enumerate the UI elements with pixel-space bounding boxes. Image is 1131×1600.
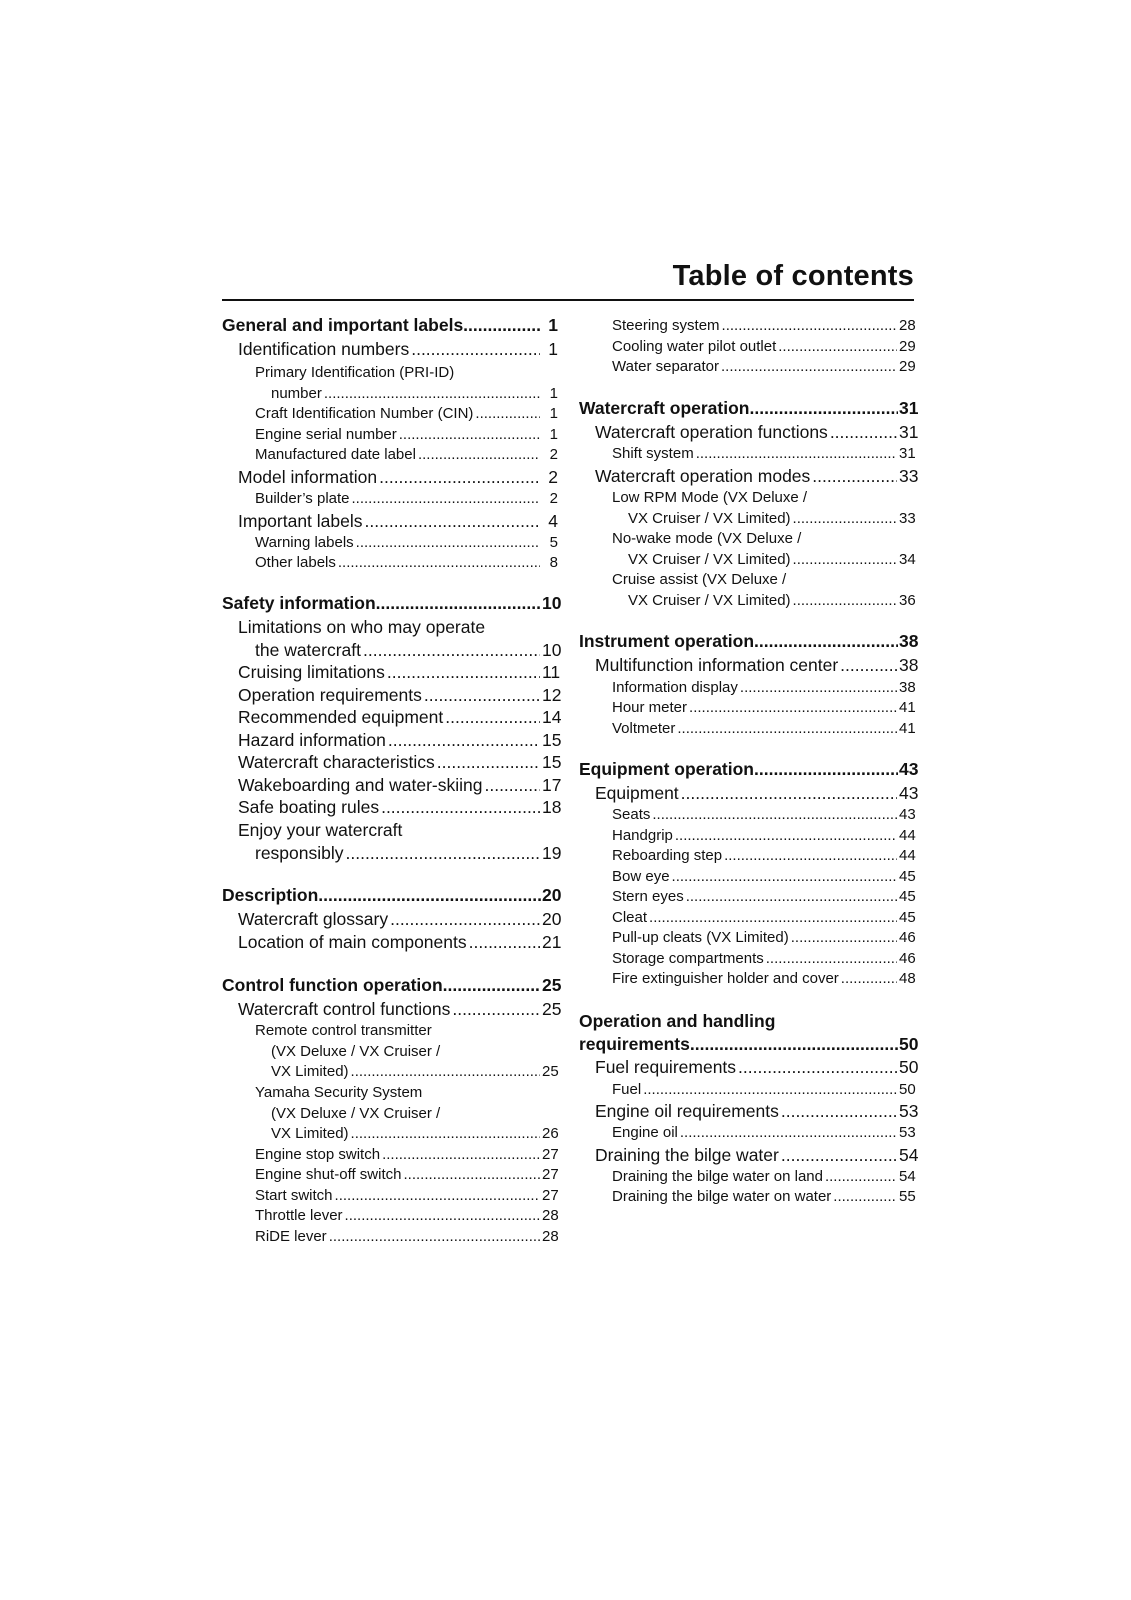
toc-entry-page: 48 [899,970,916,987]
dot-leader [781,1101,897,1122]
toc-entry-page: 38 [899,679,916,696]
dot-leader [754,759,898,780]
toc-entry-title: Cruising limitations [238,662,385,682]
page-title: Table of contents [672,260,914,292]
toc-entry-page: 31 [899,445,916,462]
toc-entry[interactable] [579,398,919,419]
dot-leader [418,446,540,463]
toc-entry-title: VX Cruiser / VX Limited) [628,510,791,527]
dot-leader [352,490,540,507]
toc-entry-page: 36 [899,592,916,609]
dot-leader [437,752,540,773]
toc-entry-title: Fuel requirements [595,1057,737,1077]
toc-entry[interactable] [222,405,558,422]
toc-entry[interactable] [579,929,915,946]
toc-entry-page: 45 [899,868,916,885]
dot-leader [643,1081,897,1098]
toc-entry[interactable] [579,317,915,334]
toc-entry-title: Manufactured date label [255,446,416,463]
dot-leader [365,511,540,532]
toc-entry-title: General and important labels [222,315,464,335]
dot-leader [388,730,540,751]
toc-entry-title: Stern eyes [612,888,684,905]
toc-entry-title: Engine shut-off switch [255,1166,402,1183]
toc-entry[interactable] [579,909,915,926]
toc-entry-title: Builder’s plate [255,490,350,507]
toc-entry[interactable] [222,662,561,683]
toc-entry-page: 11 [542,662,561,682]
toc-entry-page: 44 [899,847,916,864]
toc-entry[interactable] [579,1034,919,1055]
toc-entry-title: Draining the bilge water [595,1145,779,1165]
toc-entry[interactable] [579,1124,915,1141]
toc-entry-page: 8 [549,554,558,571]
toc-entry[interactable] [222,1063,558,1080]
toc-entry-page: 43 [899,806,916,823]
dot-leader [382,1146,540,1163]
toc-entry-title: Hour meter [612,699,688,716]
toc-entry[interactable] [579,1081,915,1098]
toc-entry-page: 29 [899,338,916,355]
dot-leader [469,932,540,953]
dot-leader [766,950,897,967]
toc-entry-page: 15 [542,752,562,772]
dot-leader [387,662,540,683]
dot-leader [445,707,540,728]
toc-entry-title: Reboarding step [612,847,723,864]
dot-leader [778,338,897,355]
toc-entry[interactable] [222,554,558,571]
toc-entry[interactable] [579,1057,919,1078]
toc-entry-title: Seats [612,806,651,823]
toc-entry-title: Cooling water pilot outlet [612,338,777,355]
toc-entry[interactable] [579,445,915,462]
toc-entry[interactable] [222,385,558,402]
toc-entry-page: 54 [899,1168,916,1185]
toc-entry-title: Instrument operation [579,631,755,651]
dot-leader [335,1187,540,1204]
toc-entry-page: 33 [899,510,916,527]
toc-entry[interactable] [222,707,562,728]
toc-entry-text: (VX Deluxe / VX Cruiser / [271,1043,441,1060]
toc-entry-page: 31 [899,422,919,442]
toc-entry-page: 43 [899,783,919,803]
toc-entry-page: 45 [899,888,916,905]
toc-entry-title: Location of main components [238,932,467,952]
toc-entry-page: 21 [542,932,562,952]
toc-entry-title: Identification numbers [238,339,410,359]
toc-entry-text: Primary Identification (PRI-ID) [255,364,455,381]
toc-entry[interactable] [222,1207,558,1224]
toc-entry[interactable] [222,426,558,443]
toc-entry-page: 18 [542,797,562,817]
toc-entry-page: 25 [542,1063,559,1080]
dot-leader [830,422,897,443]
toc-entry[interactable] [222,975,562,996]
toc-entry[interactable] [222,1146,558,1163]
dot-leader [649,909,897,926]
toc-entry[interactable] [579,699,915,716]
toc-entry-title: Safety information [222,593,376,613]
toc-entry-title: Steering system [612,317,720,334]
toc-entry[interactable] [222,446,558,463]
toc-entry-page: 2 [549,446,558,463]
toc-entry[interactable] [222,752,562,773]
toc-entry-page: 1 [549,426,558,443]
dot-leader [443,975,541,996]
dot-leader [675,827,897,844]
toc-entry-title: Water separator [612,358,719,375]
toc-entry[interactable] [579,422,919,443]
toc-entry-title: Throttle lever [255,1207,343,1224]
toc-entry-title: Voltmeter [612,720,676,737]
dot-leader [672,868,897,885]
toc-entry-text: Operation and handling [579,1011,776,1031]
dot-leader [379,467,540,488]
dot-leader [793,510,897,527]
toc-entry-page: 38 [899,655,919,675]
toc-entry-title: Bow eye [612,868,670,885]
toc-entry-page: 41 [899,720,916,737]
dot-leader [841,970,897,987]
toc-entry-page: 25 [542,975,562,995]
toc-entry-title: Craft Identification Number (CIN) [255,405,474,422]
dot-leader [463,315,541,336]
toc-entry-title: Description [222,885,319,905]
toc-entry-page: 1 [549,385,558,402]
toc-entry[interactable] [222,315,558,336]
toc-entry-title: Handgrip [612,827,673,844]
toc-entry[interactable] [579,338,915,355]
toc-entry-title: the watercraft [255,640,362,660]
toc-entry-page: 15 [542,730,562,750]
dot-leader [376,593,541,614]
toc-entry-page: 38 [899,631,919,651]
toc-entry-page: 19 [542,843,562,863]
toc-entry-page: 2 [548,467,558,487]
toc-entry-title: VX Limited) [271,1063,349,1080]
toc-entry-title: Fuel [612,1081,642,1098]
toc-entry[interactable] [222,999,562,1020]
dot-leader [690,1034,898,1055]
toc-entry-page: 54 [899,1145,919,1165]
toc-entry-title: Other labels [255,554,336,571]
toc-entry-page: 50 [899,1081,916,1098]
toc-entry-text: Cruise assist (VX Deluxe / [612,571,787,588]
dot-leader [781,1145,897,1166]
toc-entry[interactable] [579,868,915,885]
dot-leader [677,720,897,737]
dot-leader [484,775,540,796]
toc-entry-title: Recommended equipment [238,707,444,727]
toc-entry-page: 45 [899,909,916,926]
toc-entry-title: Watercraft operation [579,398,750,418]
toc-entry-page: 4 [548,511,558,531]
toc-entry-page: 53 [899,1101,919,1121]
toc-entry-page: 44 [899,827,916,844]
toc-entry[interactable] [579,358,915,375]
toc-entry-title: Information display [612,679,738,696]
toc-entry-text: Remote control transmitter [255,1022,432,1039]
dot-leader [686,888,897,905]
toc-entry[interactable] [579,950,915,967]
toc-entry[interactable] [222,1166,558,1183]
dot-leader [329,1228,540,1245]
toc-entry-title: Shift system [612,445,694,462]
toc-entry[interactable] [222,511,558,532]
toc-entry[interactable] [222,339,558,360]
dot-leader [812,466,897,487]
toc-entry-title: Watercraft operation modes [595,466,811,486]
toc-entry-text: No-wake mode (VX Deluxe / [612,530,802,547]
toc-entry-page: 33 [899,466,919,486]
dot-leader [793,592,897,609]
toc-entry-page: 41 [899,699,916,716]
toc-entry[interactable] [222,885,562,906]
dot-leader [722,317,897,334]
dot-leader [724,847,897,864]
toc-entry-page: 10 [542,593,562,613]
dot-leader [721,358,897,375]
toc-entry-title: Draining the bilge water on water [612,1188,832,1205]
toc-entry-text: Low RPM Mode (VX Deluxe / [612,489,808,506]
toc-entry-page: 46 [899,950,916,967]
toc-entry[interactable] [579,592,915,609]
toc-entry-title: Operation requirements [238,685,422,705]
toc-entry-title: Wakeboarding and water-skiing [238,775,483,795]
toc-entry-title: Equipment operation [579,759,754,779]
toc-entry[interactable] [222,775,562,796]
toc-entry[interactable] [222,640,562,661]
toc-entry-page: 28 [542,1207,559,1224]
dot-leader [424,685,540,706]
dot-leader [689,699,897,716]
toc-entry-text: Limitations on who may operate [238,617,486,637]
toc-entry-page: 12 [542,685,562,705]
toc-entry-page: 27 [542,1166,559,1183]
toc-entry[interactable] [579,827,915,844]
toc-entry-title: Equipment [595,783,679,803]
toc-entry[interactable] [222,932,562,953]
toc-entry-page: 20 [542,909,562,929]
toc-entry-title: Warning labels [255,534,354,551]
toc-entry-page: 27 [542,1187,559,1204]
toc-entry-page: 2 [549,490,558,507]
toc-entry-page: 17 [542,775,562,795]
toc-entry[interactable] [579,510,915,527]
toc-entry-title: Storage compartments [612,950,764,967]
toc-entry-title: RiDE lever [255,1228,327,1245]
toc-entry[interactable] [579,847,915,864]
toc-entry[interactable] [579,888,915,905]
dot-leader [793,551,897,568]
toc-entry-title: Fire extinguisher holder and cover [612,970,839,987]
dot-leader [833,1188,897,1205]
title-rule [222,299,914,301]
toc-entry[interactable] [579,655,919,676]
toc-entry-page: 43 [899,759,919,779]
toc-entry-title: Engine serial number [255,426,397,443]
toc-entry-page: 26 [542,1125,559,1142]
dot-leader [351,1125,540,1142]
toc-entry-title: Watercraft characteristics [238,752,435,772]
toc-entry-page: 5 [549,534,558,551]
dot-leader [754,631,898,652]
toc-entry-page: 25 [542,999,562,1019]
toc-entry[interactable] [222,1125,558,1142]
toc-entry-page: 1 [549,405,558,422]
toc-entry-title: Cleat [612,909,648,926]
toc-entry-page: 14 [542,707,562,727]
dot-leader [452,999,540,1020]
toc-entry[interactable] [579,806,915,823]
toc-entry[interactable] [579,466,919,487]
toc-entry-title: number [271,385,322,402]
toc-entry-page: 28 [899,317,916,334]
dot-leader [411,339,540,360]
toc-entry-page: 10 [542,640,562,660]
toc-entry-title: Safe boating rules [238,797,380,817]
dot-leader [652,806,897,823]
toc-entry[interactable] [579,720,915,737]
toc-entry[interactable] [579,759,919,780]
dot-leader [381,797,540,818]
toc-entry[interactable] [579,1168,915,1185]
toc-entry-title: Watercraft control functions [238,999,451,1019]
toc-entry-title: Draining the bilge water on land [612,1168,823,1185]
toc-entry-page: 50 [899,1034,919,1054]
toc-entry-title: Engine oil requirements [595,1101,779,1121]
toc-entry-page: 28 [542,1228,559,1245]
toc-entry[interactable] [579,679,915,696]
toc-entry[interactable] [579,1101,919,1122]
toc-entry-title: Watercraft operation functions [595,422,828,442]
toc-entry-page: 50 [899,1057,919,1077]
toc-entry-title: Multifunction information center [595,655,839,675]
toc-entry[interactable] [579,631,919,652]
toc-entry-title: Engine oil [612,1124,678,1141]
toc-entry[interactable] [222,843,562,864]
dot-leader [738,1057,897,1078]
toc-entry[interactable] [222,490,558,507]
toc-entry-title: requirements [579,1034,690,1054]
dot-leader [681,783,897,804]
dot-leader [403,1166,540,1183]
toc-entry[interactable] [579,783,919,804]
dot-leader [740,679,897,696]
toc-entry-page: 34 [899,551,916,568]
toc-entry[interactable] [222,909,562,930]
toc-entry-page: 53 [899,1124,916,1141]
dot-leader [696,445,897,462]
toc-entry-title: Pull-up cleats (VX Limited) [612,929,789,946]
dot-leader [356,534,540,551]
dot-leader [791,929,897,946]
dot-leader [345,1207,540,1224]
toc-entry-text: Yamaha Security System [255,1084,423,1101]
toc-entry-page: 27 [542,1146,559,1163]
toc-entry-text: Enjoy your watercraft [238,820,403,840]
toc-entry-page: 46 [899,929,916,946]
toc-entry[interactable] [222,1187,558,1204]
toc-entry-title: VX Cruiser / VX Limited) [628,551,791,568]
dot-leader [363,640,540,661]
toc-entry-text: (VX Deluxe / VX Cruiser / [271,1105,441,1122]
toc-entry-page: 55 [899,1188,916,1205]
toc-entry-page: 20 [542,885,562,905]
toc-entry-page: 1 [548,339,558,359]
dot-leader [475,405,540,422]
toc-entry-title: Model information [238,467,378,487]
toc-entry-title: Control function operation [222,975,443,995]
toc-entry[interactable] [579,970,915,987]
toc-entry-title: responsibly [255,843,344,863]
dot-leader [338,554,540,571]
toc-entry[interactable] [222,534,558,551]
toc-entry-title: Engine stop switch [255,1146,381,1163]
dot-leader [351,1063,540,1080]
dot-leader [346,843,540,864]
toc-entry-title: VX Cruiser / VX Limited) [628,592,791,609]
toc-entry[interactable] [222,1228,558,1245]
dot-leader [680,1124,897,1141]
toc-entry-title: Important labels [238,511,363,531]
dot-leader [324,385,540,402]
dot-leader [825,1168,897,1185]
toc-entry-page: 1 [548,315,558,335]
dot-leader [318,885,541,906]
dot-leader [750,398,899,419]
toc-entry[interactable] [222,593,562,614]
toc-entry[interactable] [222,467,558,488]
toc-entry-title: VX Limited) [271,1125,349,1142]
toc-entry[interactable] [579,551,915,568]
toc-entry[interactable] [222,730,562,751]
toc-entry-title: Hazard information [238,730,386,750]
toc-entry-page: 31 [899,398,919,418]
toc-entry[interactable] [579,1188,915,1205]
dot-leader [840,655,897,676]
toc-entry-title: Start switch [255,1187,333,1204]
toc-entry-page: 29 [899,358,916,375]
toc-entry[interactable] [579,1145,919,1166]
toc-entry-title: Watercraft glossary [238,909,389,929]
toc-entry[interactable] [222,797,562,818]
dot-leader [399,426,540,443]
toc-entry[interactable] [222,685,562,706]
dot-leader [390,909,540,930]
